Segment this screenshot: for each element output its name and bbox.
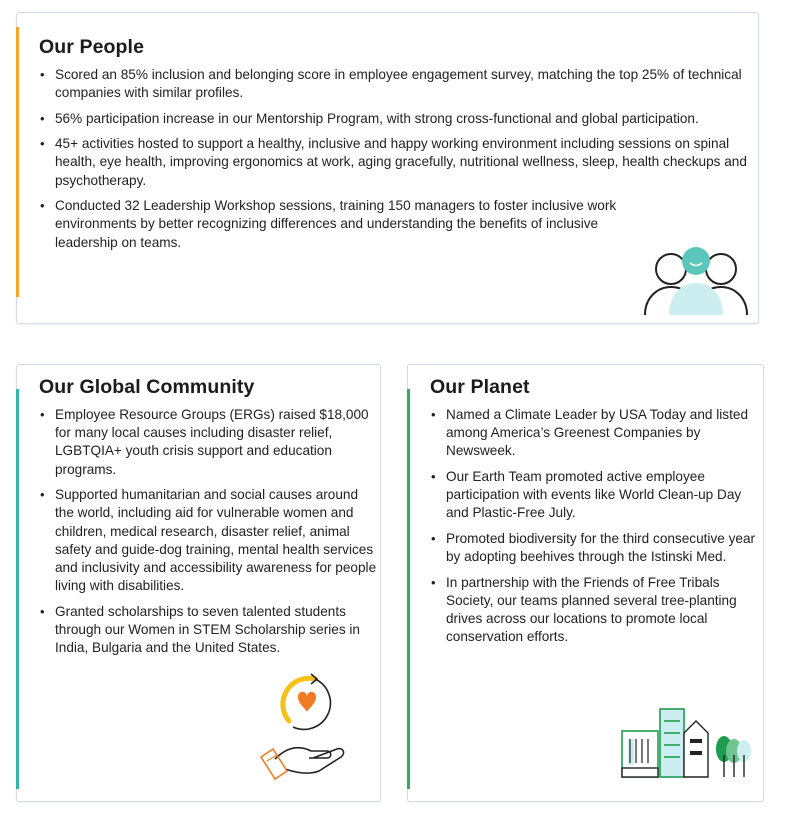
our-planet-list: [430, 406, 760, 654]
list-item: • Employee Resource Groups (ERGs) raised $18,000 for many local causes including disaster relief, LGBTQIA+ youth crisis support and education programs.: [39, 406, 377, 479]
list-item: • Our Earth Team promoted active employee participation with events like World Clean-up Day and Plastic-Free July.: [430, 468, 760, 523]
our-people-card: [16, 12, 759, 324]
our-planet-title: Our Planet: [430, 376, 530, 398]
our-planet-card: [407, 364, 764, 802]
our-global-community-card: [16, 364, 381, 802]
our-planet-accent-bar: [407, 389, 410, 789]
list-item: • In partnership with the Friends of Free Tribals Society, our teams planned several tree-planting drives across our locations to promote local conservation efforts.: [430, 574, 760, 647]
our-people-list: [39, 66, 751, 259]
hand-heart-icon: [253, 671, 363, 781]
list-item: • Named a Climate Leader by USA Today and listed among America’s Greenest Companies by Newsweek.: [430, 406, 760, 461]
list-item: • Granted scholarships to seven talented students through our Women in STEM Scholarship series in India, Bulgaria and the United States.: [39, 603, 377, 658]
our-global-community-accent-bar: [16, 389, 19, 789]
list-item: • Supported humanitarian and social causes around the world, including aid for vulnerable women and children, medical research, disaster relief, animal safety and guide-dog training, mental health services and inclusivity and accessibility awareness for people living with disabilities.: [39, 486, 377, 595]
people-group-icon: [641, 243, 751, 315]
list-item: • Promoted biodiversity for the third consecutive year by adopting beehives through the Istinski Med.: [430, 530, 760, 566]
green-city-icon: [620, 705, 752, 779]
our-global-community-list: [39, 406, 377, 665]
list-item: • Scored an 85% inclusion and belonging score in employee engagement survey, matching the top 25% of technical companies with similar profiles.: [39, 66, 751, 102]
our-global-community-title: Our Global Community: [39, 376, 255, 398]
list-item: • Conducted 32 Leadership Workshop sessions, training 150 managers to foster inclusive work environments by better recognizing differences and understanding the benefits of inclusive leadership on teams.: [39, 197, 627, 252]
list-item: • 45+ activities hosted to support a healthy, inclusive and happy working environment including sessions on spinal health, eye health, improving ergonomics at work, aging gracefully, nutritional wellness, sleep, health checkups and psychotherapy.: [39, 135, 751, 190]
our-people-title: Our People: [39, 36, 145, 58]
our-people-accent-bar: [16, 27, 19, 297]
list-item: • 56% participation increase in our Mentorship Program, with strong cross-functional and global participation.: [39, 110, 751, 128]
